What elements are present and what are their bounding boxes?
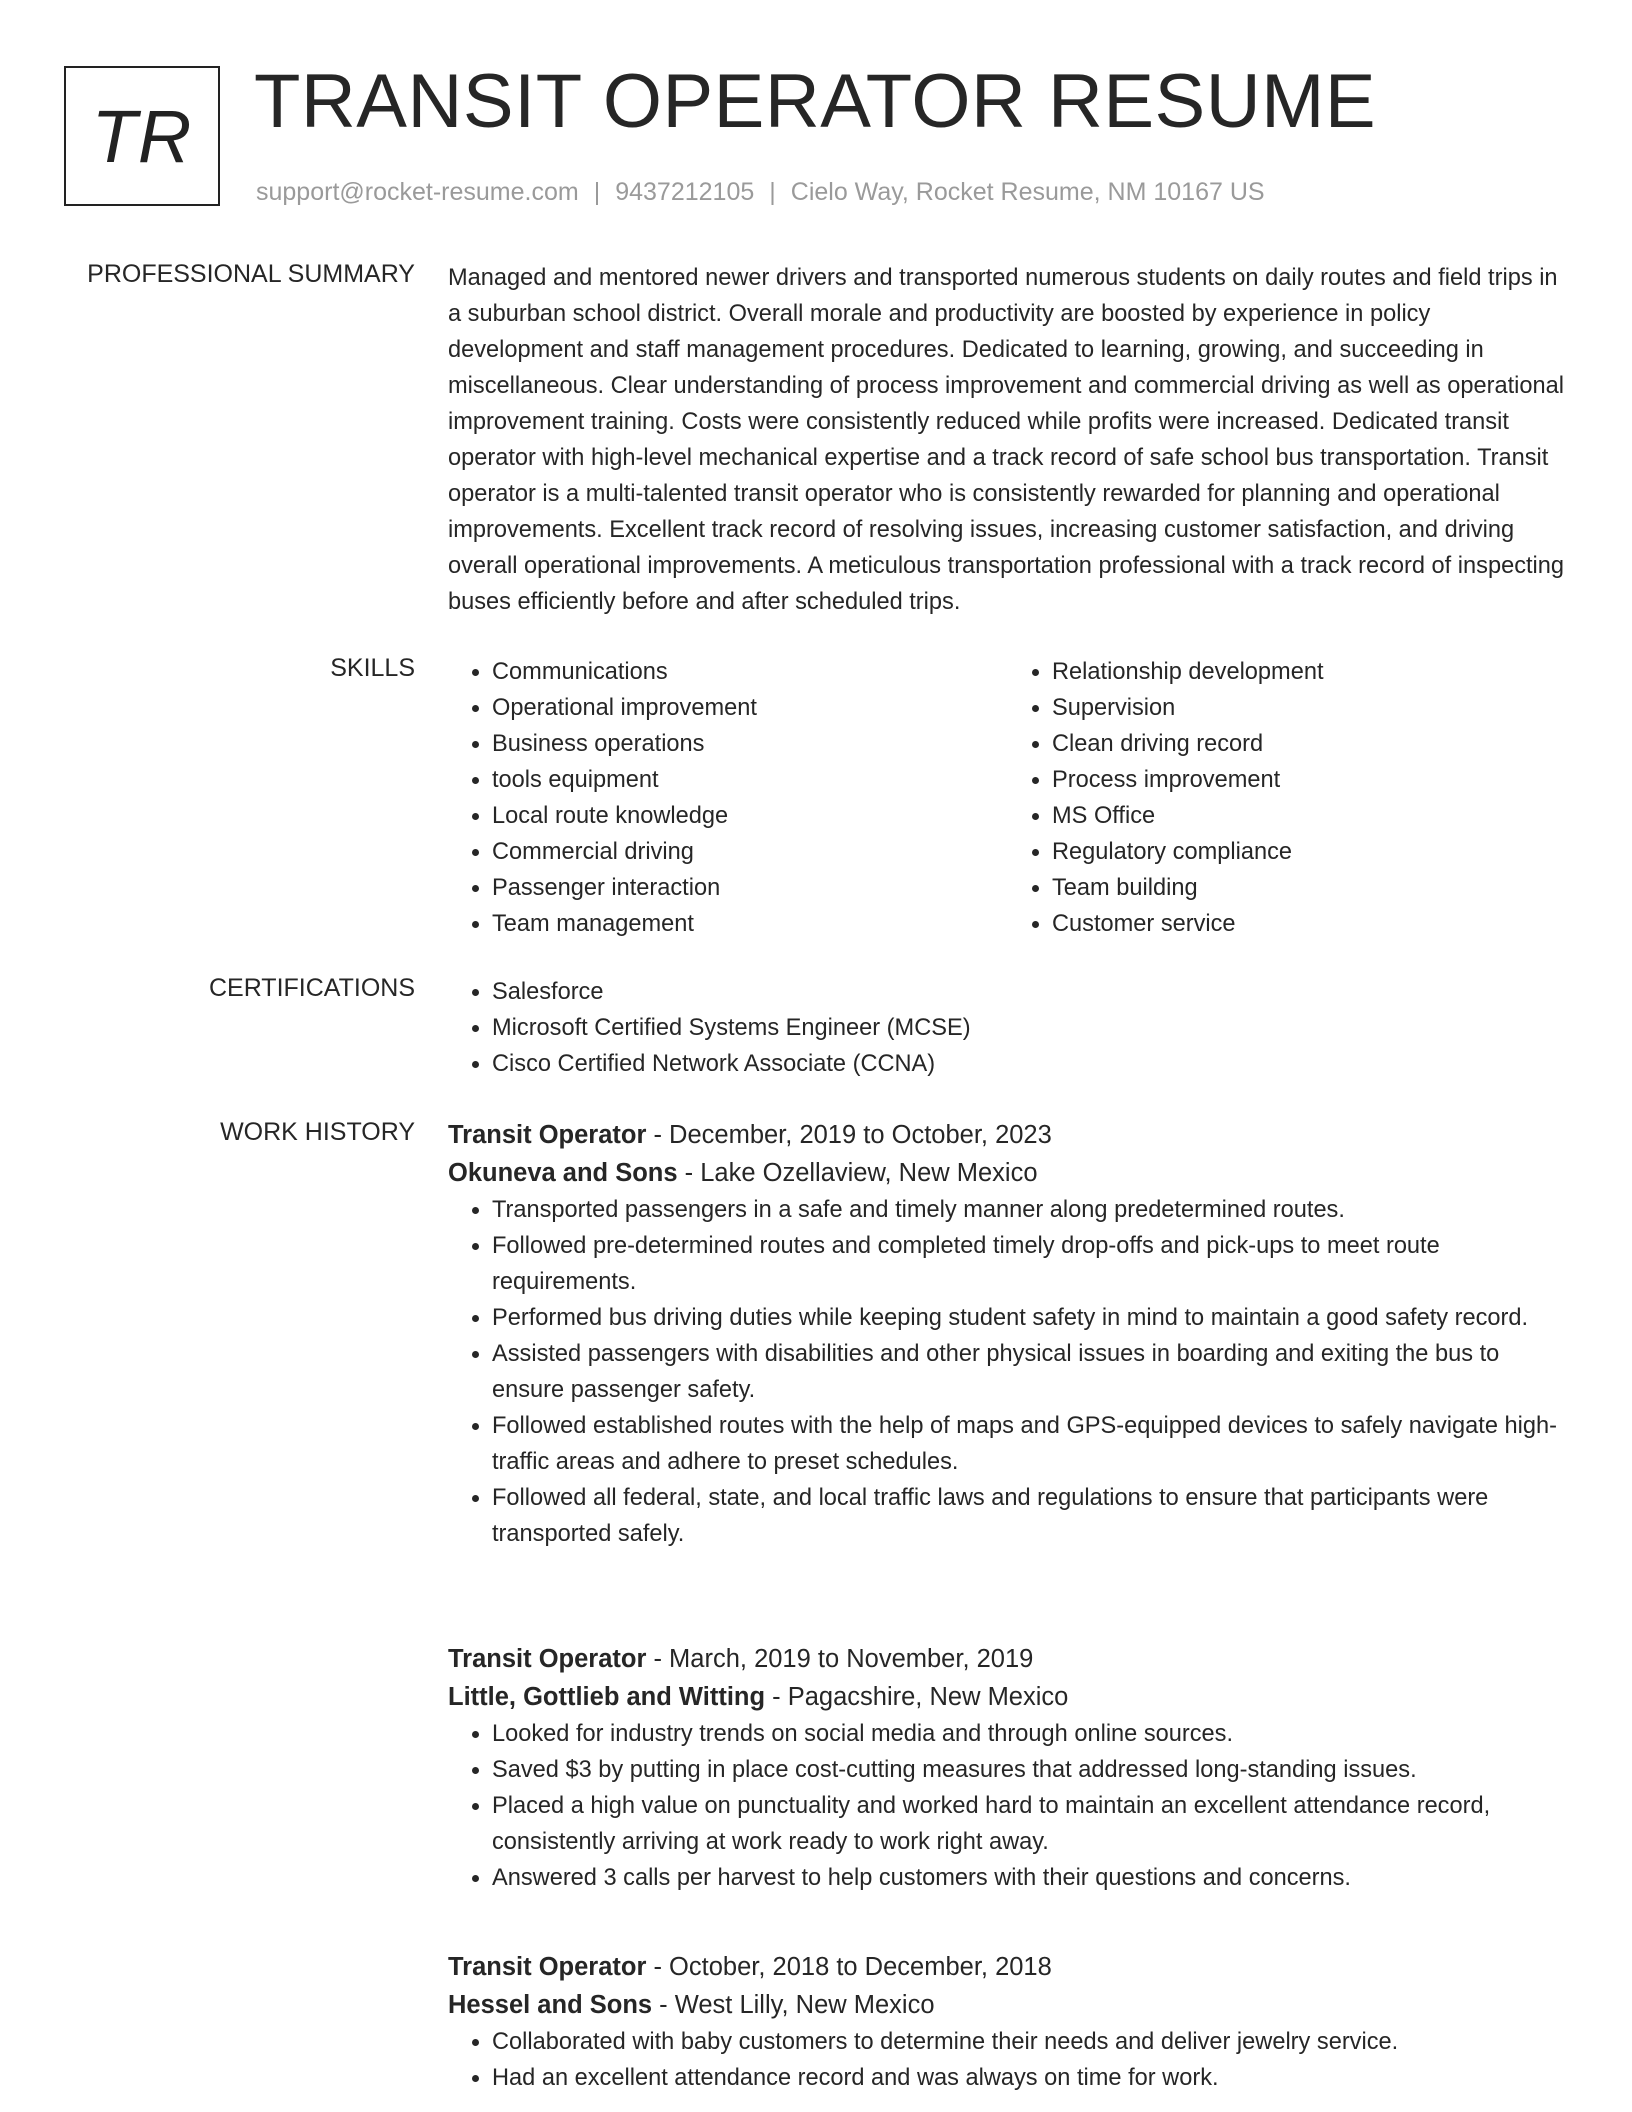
job-entry <box>448 1948 1568 2096</box>
job-entry <box>448 1116 1568 1552</box>
certifications-label: CERTIFICATIONS <box>208 974 415 1002</box>
certification-item: • Cisco Certified Network Associate (CCNA) <box>492 1046 1568 1082</box>
job-dates: - October, 2018 to December, 2018 <box>646 1953 1052 1981</box>
job-bullets <box>448 1716 1568 1896</box>
skill-item: • Operational improvement <box>492 690 1008 726</box>
job-title-line <box>448 1948 1568 1986</box>
job-bullet: • Followed all federal, state, and local traffic laws and regulations to ensure that participants were transported safely. <box>492 1480 1568 1552</box>
job-bullet: • Saved $3 by putting in place cost-cutting measures that addressed long-standing issues. <box>492 1752 1568 1788</box>
skills-list-right <box>1008 654 1568 942</box>
job-bullets <box>448 2024 1568 2096</box>
skill-item: • Commercial driving <box>492 834 1008 870</box>
job-bullets <box>448 1192 1568 1552</box>
skill-item: • tools equipment <box>492 762 1008 798</box>
resume-title: TRANSIT OPERATOR RESUME <box>254 59 1377 144</box>
job-title-line <box>448 1640 1568 1678</box>
job-title-line <box>448 1116 1568 1154</box>
skill-item: • Team building <box>1052 870 1568 906</box>
skill-item: • Local route knowledge <box>492 798 1008 834</box>
skill-item: • Process improvement <box>1052 762 1568 798</box>
job-bullet: • Followed established routes with the help of maps and GPS-equipped devices to safely navigate high-traffic areas and adhere to preset schedules. <box>492 1408 1568 1480</box>
job-bullet: • Answered 3 calls per harvest to help customers with their questions and concerns. <box>492 1860 1568 1896</box>
job-bullet: • Followed pre-determined routes and completed timely drop-offs and pick-ups to meet route requirements. <box>492 1228 1568 1300</box>
job-company: Little, Gottlieb and Witting <box>448 1683 766 1711</box>
skills-label: SKILLS <box>330 654 415 682</box>
job-dates: - March, 2019 to November, 2019 <box>646 1645 1034 1673</box>
skill-item: • Passenger interaction <box>492 870 1008 906</box>
job-location: - West Lilly, New Mexico <box>652 1991 935 2019</box>
job-entry <box>448 1640 1568 1896</box>
contact-separator: | <box>593 178 601 206</box>
summary-text: Managed and mentored newer drivers and transported numerous students on daily routes and field trips in a suburban school district. Overall morale and productivity are boosted by experience in policy development and staff management procedures. Dedicated to learning, growing, and succeeding in miscellaneous. Clear understanding of process improvement and commercial driving as well as operational improvement training. Costs were consistently reduced while profits were increased. Dedicated transit operator with high-level mechanical expertise and a track record of safe school bus transportation. Transit operator is a multi-talented transit operator who is consistently rewarded for planning and operational improvements. Excellent track record of resolving issues, increasing customer satisfaction, and driving overall operational improvements. A meticulous transportation professional with a track record of inspecting buses efficiently before and after scheduled trips. <box>448 265 1565 615</box>
job-location: - Lake Ozellaview, New Mexico <box>677 1159 1038 1187</box>
job-company-line <box>448 1678 1568 1716</box>
work-history-label: WORK HISTORY <box>220 1118 415 1146</box>
certification-item: • Salesforce <box>492 974 1568 1010</box>
summary-label: PROFESSIONAL SUMMARY <box>87 260 415 288</box>
job-bullet: • Looked for industry trends on social media and through online sources. <box>492 1716 1568 1752</box>
job-dates: - December, 2019 to October, 2023 <box>646 1121 1052 1149</box>
job-bullet: • Transported passengers in a safe and timely manner along predetermined routes. <box>492 1192 1568 1228</box>
skill-item: • Clean driving record <box>1052 726 1568 762</box>
contact-email: support@rocket-resume.com <box>256 178 579 206</box>
skills-list-left <box>448 654 1008 942</box>
skill-item: • Supervision <box>1052 690 1568 726</box>
skill-item: • Regulatory compliance <box>1052 834 1568 870</box>
job-bullet: • Placed a high value on punctuality and worked hard to maintain an excellent attendance record, consistently arriving at work ready to work right away. <box>492 1788 1568 1860</box>
job-bullet: • Had an excellent attendance record and was always on time for work. <box>492 2060 1568 2096</box>
skill-item: • Customer service <box>1052 906 1568 942</box>
contact-separator: | <box>769 178 776 206</box>
job-title: Transit Operator <box>448 1121 647 1149</box>
skill-item: • Business operations <box>492 726 1008 762</box>
job-bullet: • Assisted passengers with disabilities and other physical issues in boarding and exiting the bus to ensure passenger safety. <box>492 1336 1568 1408</box>
job-title: Transit Operator <box>448 1645 647 1673</box>
job-bullet: • Performed bus driving duties while keeping student safety in mind to maintain a good safety record. <box>492 1300 1568 1336</box>
certifications-list <box>448 974 1568 1082</box>
initials-monogram: TR <box>64 66 220 206</box>
job-company-line <box>448 1154 1568 1192</box>
job-location: - Pagacshire, New Mexico <box>765 1683 1069 1711</box>
skill-item: • Communications <box>492 654 1008 690</box>
certification-item: • Microsoft Certified Systems Engineer (MCSE) <box>492 1010 1568 1046</box>
job-bullet: • Collaborated with baby customers to determine their needs and deliver jewelry service. <box>492 2024 1568 2060</box>
contact-line <box>256 176 1265 208</box>
skill-item: • MS Office <box>1052 798 1568 834</box>
skill-item: • Relationship development <box>1052 654 1568 690</box>
job-title: Transit Operator <box>448 1953 647 1981</box>
job-company: Hessel and Sons <box>448 1991 653 2019</box>
job-company: Okuneva and Sons <box>448 1159 678 1187</box>
skill-item: • Team management <box>492 906 1008 942</box>
contact-phone: 9437212105 <box>615 178 755 206</box>
contact-address: Cielo Way, Rocket Resume, NM 10167 US <box>790 178 1265 206</box>
job-company-line <box>448 1986 1568 2024</box>
